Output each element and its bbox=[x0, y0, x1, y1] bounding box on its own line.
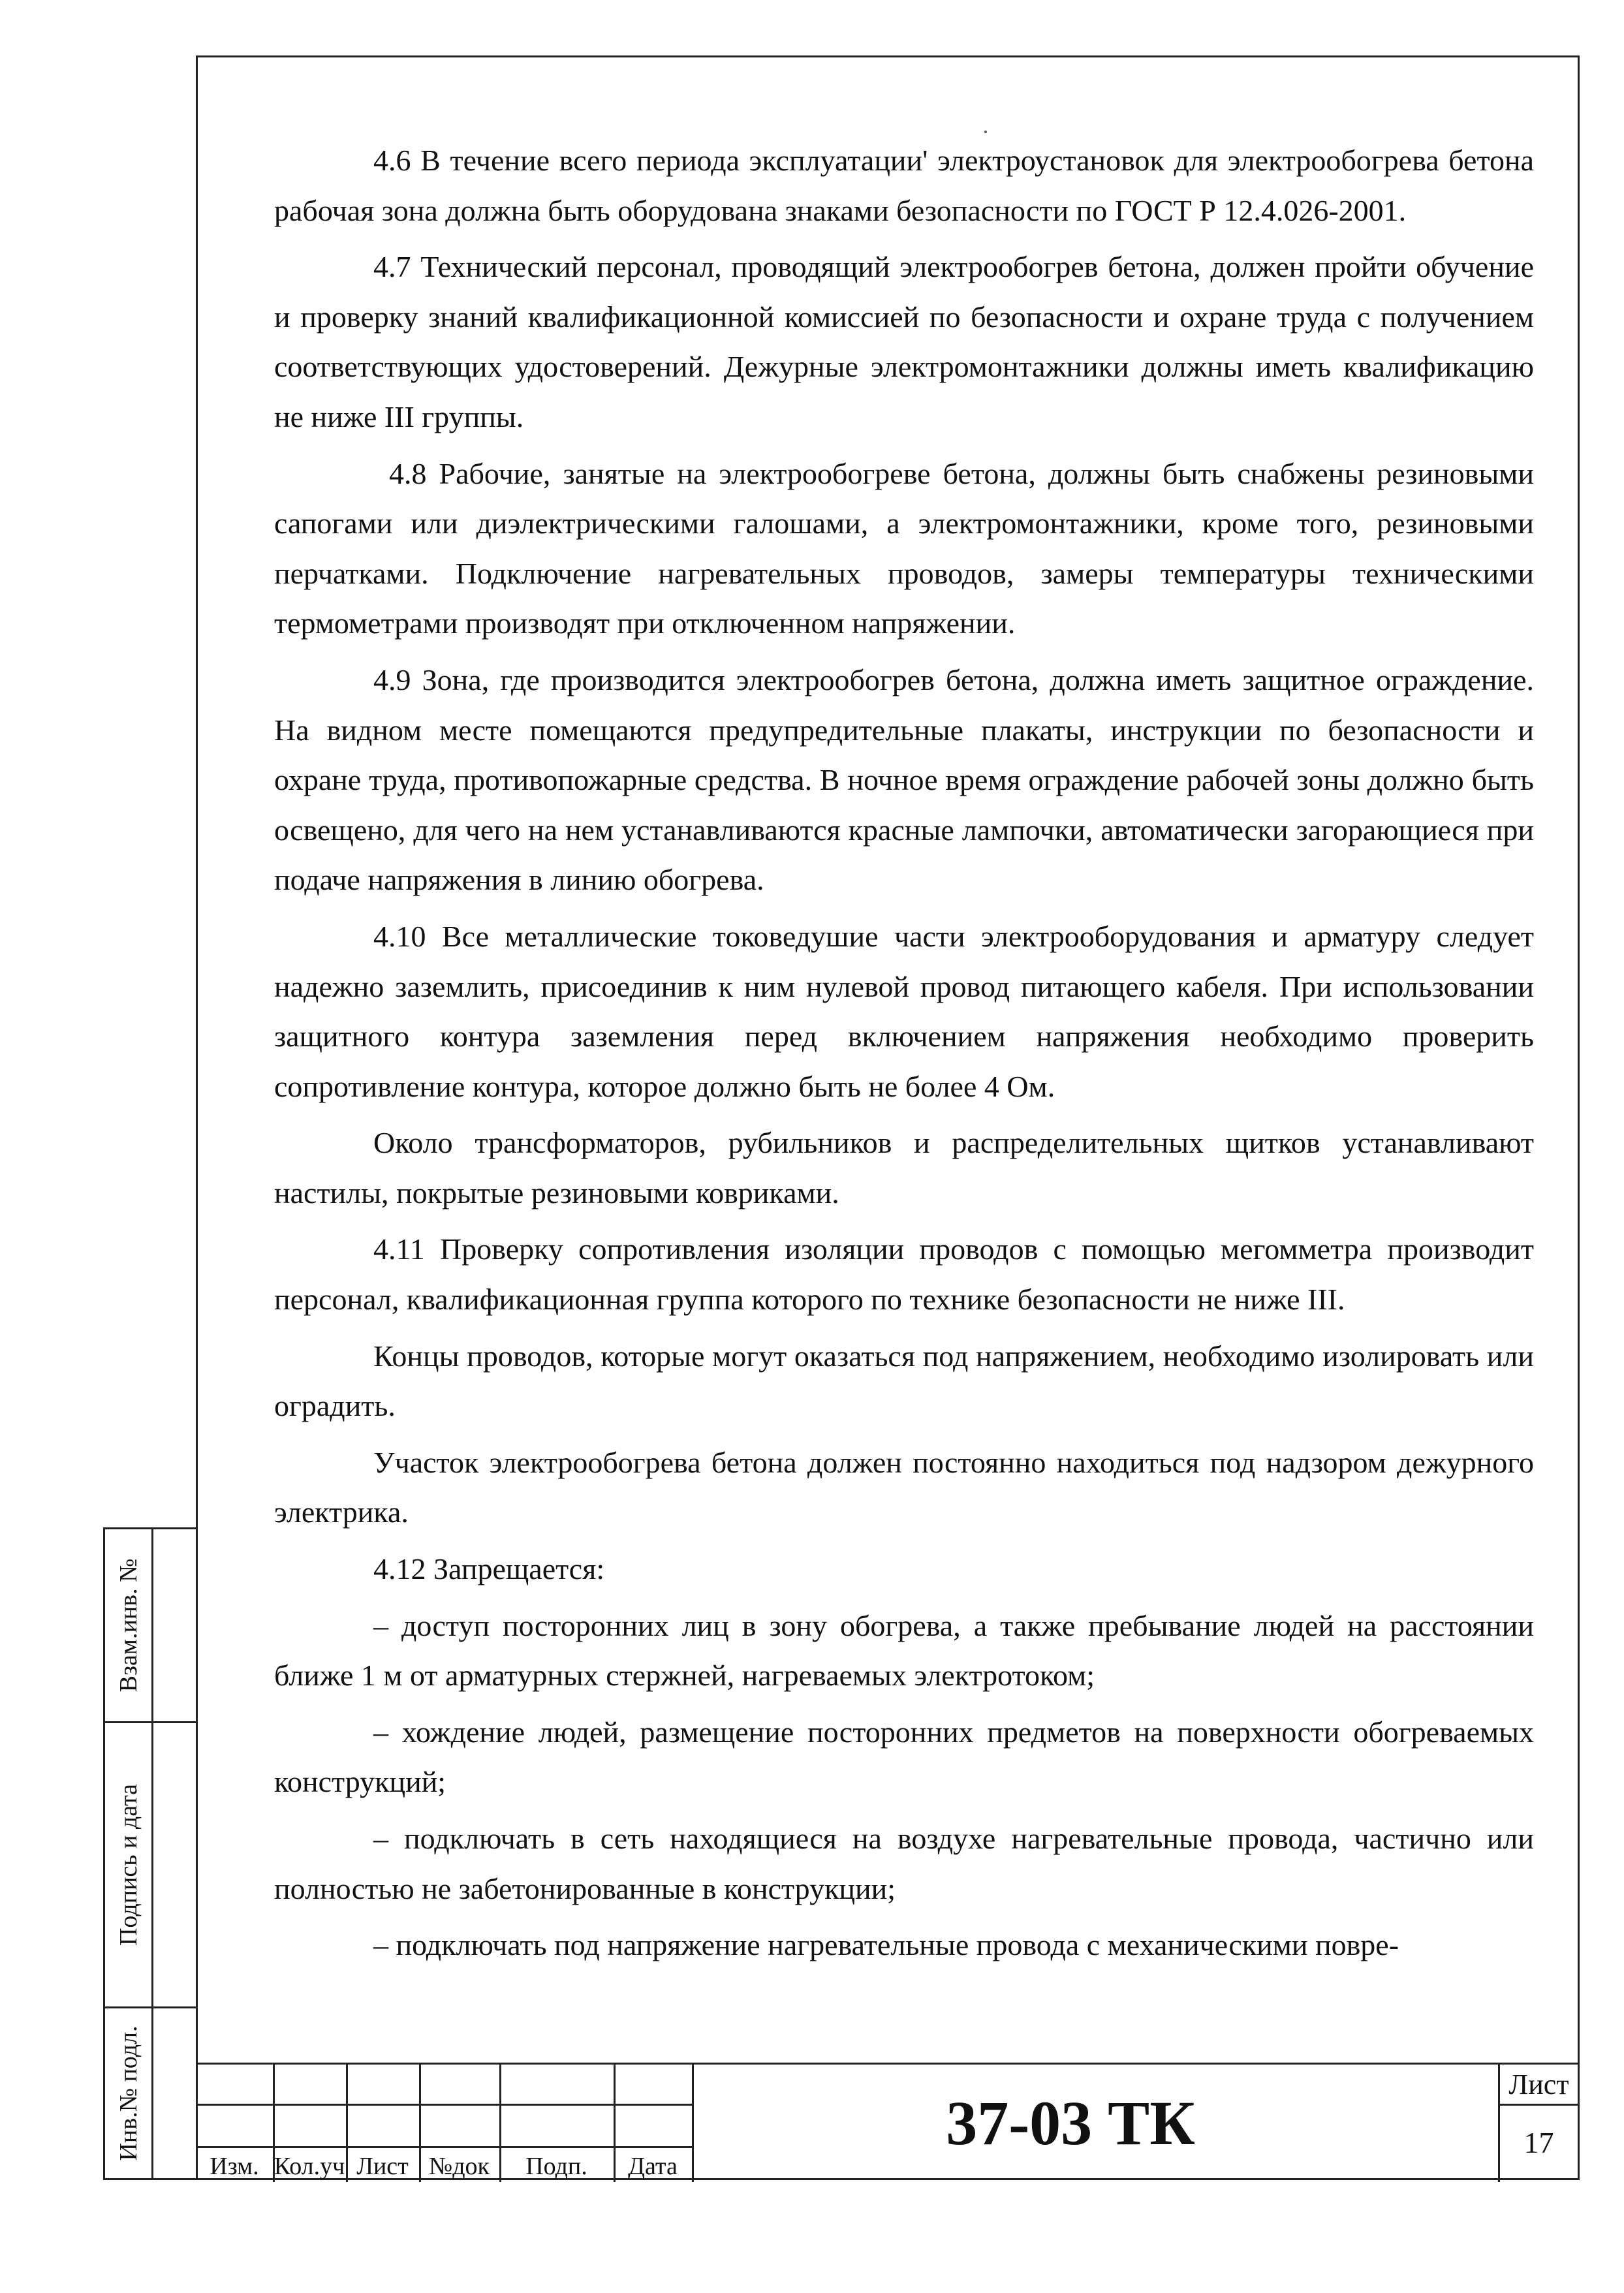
stamp-header-izm: Изм. bbox=[210, 2153, 259, 2180]
prohibition-item-3: – подключать в сеть находящиеся на воздухе нагревательные провода, частично или полностью не забетонированные в конструкции; bbox=[274, 1822, 1534, 1905]
side-box-podpis bbox=[103, 1721, 196, 2008]
stamp-header-kol: Кол.уч bbox=[273, 2153, 345, 2180]
sheet-label: Лист bbox=[1508, 2068, 1569, 2100]
stamp-row-line bbox=[196, 2104, 692, 2106]
scan-speck bbox=[984, 131, 987, 133]
stamp-header-list: Лист bbox=[356, 2153, 409, 2180]
side-label-vzam: Взам.инв. № bbox=[114, 1558, 142, 1692]
body-text bbox=[274, 136, 1534, 1971]
prohibition-item-4: – подключать под напряжение нагревательные провода с механическими повре- bbox=[373, 1928, 1399, 1962]
prohibition-item-2: – хождение людей, размещение посторонних предметов на поверхности обогреваемых конструкций; bbox=[274, 1715, 1534, 1799]
paragraph-4-7: 4.7 Технический персонал, проводящий электрообогрев бетона, должен пройти обучение и проверку знаний квалификационной комиссией по безопасности и охране труда с получением соответствующих удостоверений. Дежурные электромонтажники должны иметь квалификацию не ниже III группы. bbox=[274, 250, 1534, 433]
paragraph-4-6: 4.6 В течение всего периода эксплуатации' электроустановок для электрообогрева бетона рабочая зона должна быть оборудована знаками безопасности по ГОСТ Р 12.4.026-2001. bbox=[274, 144, 1534, 227]
paragraph-4-12: 4.12 Запрещается: bbox=[373, 1552, 605, 1586]
side-box-vzam bbox=[103, 1527, 196, 1723]
sheet-number: 17 bbox=[1523, 2126, 1554, 2159]
paragraph-4-11-supervision: Участок электрообогрева бетона должен постоянно находиться под надзором дежурного электрика. bbox=[274, 1445, 1534, 1529]
prohibition-item-1: – доступ посторонних лиц в зону обогрева, а также пребывание людей на расстоянии ближе 1 м от арматурных стержней, нагреваемых электротоком; bbox=[274, 1608, 1534, 1692]
paragraph-4-8: 4.8 Рабочие, занятые на электрообогреве бетона, должны быть снабжены резиновыми сапогами или диэлектрическими галошами, а электромонтажники, кроме того, резиновыми перчатками. Подключение нагревательных проводов, замеры температуры техническими термометрами производят при отключенном напряжении. bbox=[274, 456, 1534, 640]
paragraph-4-10: 4.10 Все металлические токоведушие части электрооборудования и арматуру следует надежно заземлить, присоединив к ним нулевой провод питающего кабеля. При использовании защитного контура заземления перед включением напряжения необходимо проверить сопротивление контура, которое должно быть не более 4 Ом. bbox=[274, 919, 1534, 1103]
paragraph-4-11: 4.11 Проверку сопротивления изоляции проводов с помощью мегомметра производит персонал, квалификационная группа которого по технике безопасности не ниже III. bbox=[274, 1232, 1534, 1317]
paragraph-4-11-ends: Концы проводов, которые могут оказаться под напряжением, необходимо изолировать или оградить. bbox=[274, 1339, 1534, 1423]
side-label-inv: Инв.№ подл. bbox=[114, 2025, 142, 2161]
side-label-podpis: Подпись и дата bbox=[114, 1783, 142, 1946]
document-code: 37-03 ТК bbox=[946, 2088, 1195, 2158]
stamp-header-podp: Подп. bbox=[525, 2153, 587, 2180]
stamp-header-ndok: №док bbox=[428, 2153, 490, 2180]
paragraph-4-9: 4.9 Зона, где производится электрообогрев бетона, должна иметь защитное ограждение. На видном месте помещаются предупредительные плакаты, инструкции по безопасности и охране труда, противопожарные средства. В ночное время ограждение рабочей зоны должно быть освещено, для чего на нем устанавливаются красные лампочки, автоматически загорающиеся при подаче напряжения в линию обогрева. bbox=[274, 663, 1534, 897]
paragraph-4-10-note: Около трансформаторов, рубильников и распределительных щитков устанавливают настилы, покрытые резиновыми ковриками. bbox=[274, 1126, 1534, 1209]
title-block bbox=[196, 2063, 1580, 2182]
stamp-header-data: Дата bbox=[628, 2153, 678, 2180]
side-box-inv bbox=[103, 2006, 196, 2180]
stamp-row-line bbox=[196, 2146, 692, 2148]
